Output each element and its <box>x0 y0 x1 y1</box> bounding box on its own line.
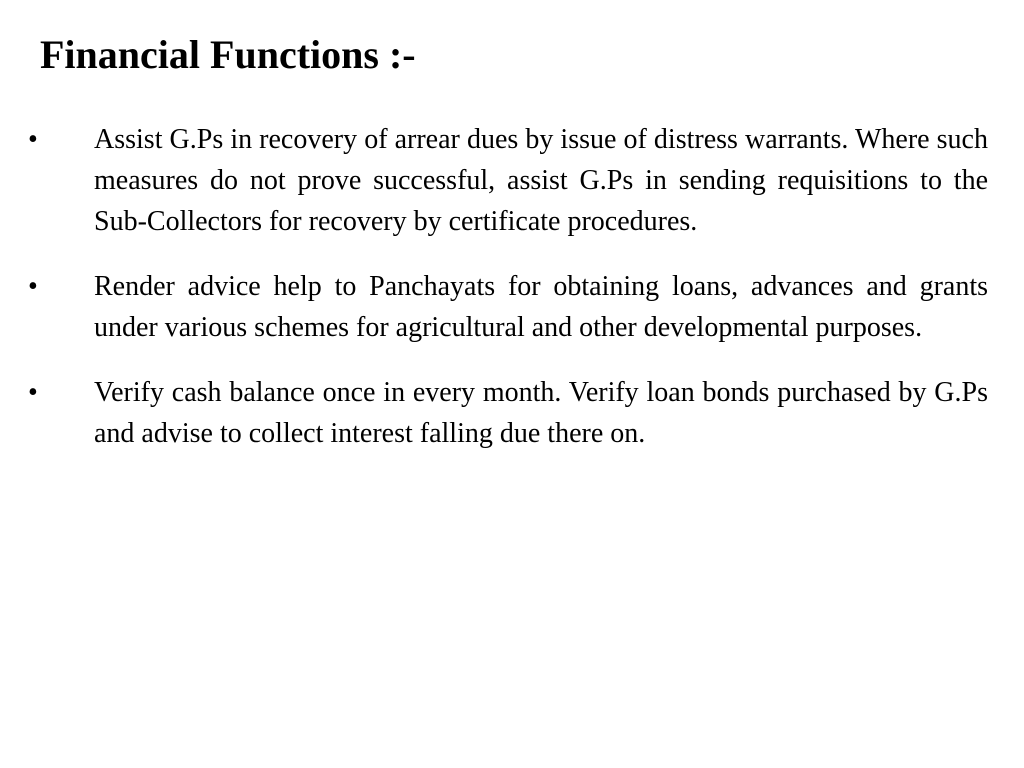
bullet-text: Verify cash balance once in every month. Verify loan bonds purchased by G.Ps and advise to collect interest falling due there on. <box>94 377 988 449</box>
bullet-icon: • <box>28 124 38 155</box>
bullet-list <box>28 119 988 478</box>
bullet-icon: • <box>28 271 38 302</box>
slide-title: Financial Functions :- <box>40 32 416 77</box>
bullet-icon: • <box>28 377 38 408</box>
bullet-item <box>28 119 988 242</box>
bullet-text: Assist G.Ps in recovery of arrear dues by issue of distress warrants. Where such measures do not prove successful, assist G.Ps in sending requisitions to the Sub-Collectors for recovery by certificate procedures. <box>94 124 988 237</box>
bullet-item <box>28 266 988 348</box>
bullet-item <box>28 372 988 454</box>
bullet-text: Render advice help to Panchayats for obtaining loans, advances and grants under various schemes for agricultural and other developmental purposes. <box>94 271 988 343</box>
